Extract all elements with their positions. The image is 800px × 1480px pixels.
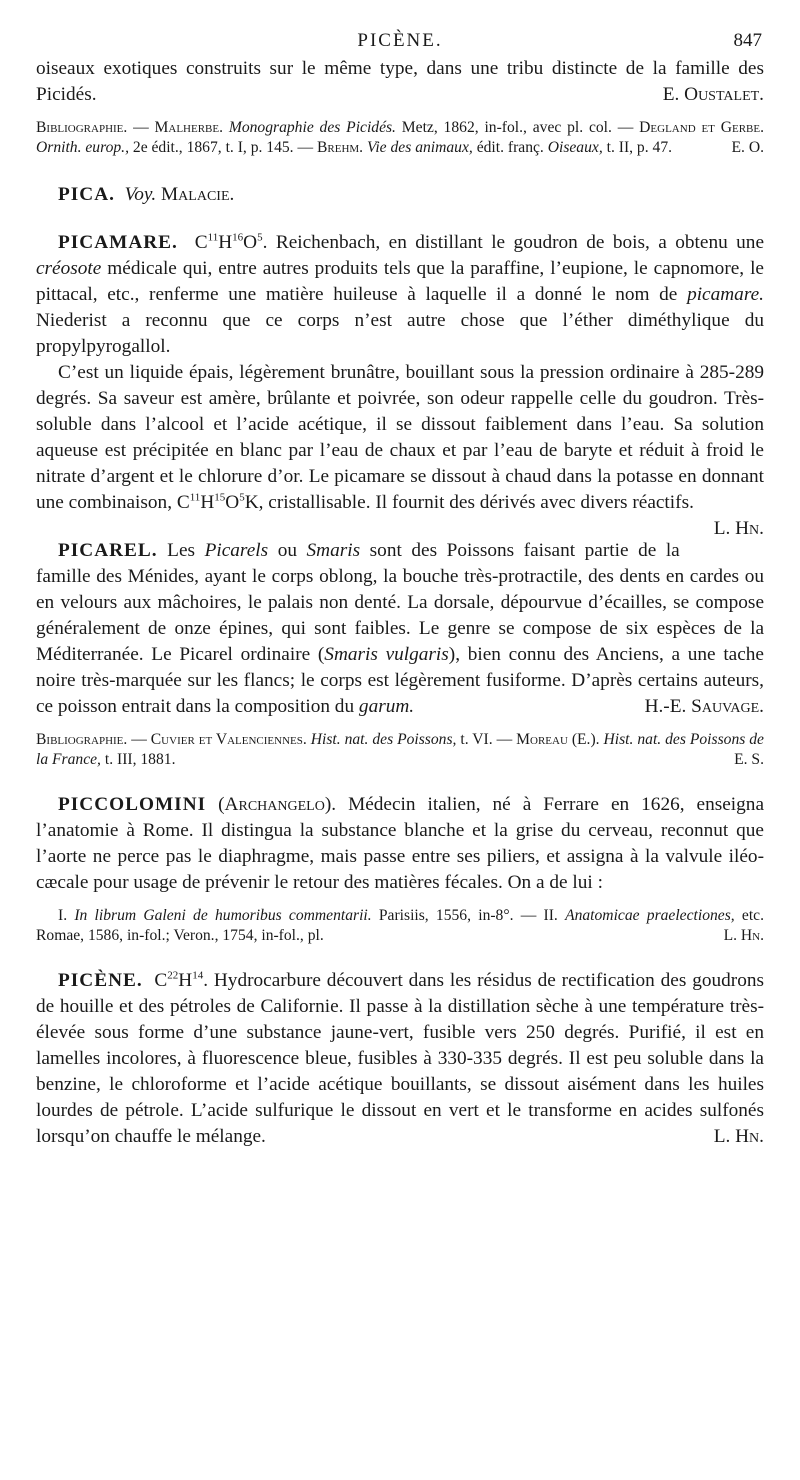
bib-title: Anatomicae praelectiones, [565,907,735,924]
bib-author: Bibliographie. — Malherbe. [36,119,224,136]
text: . Reichenbach, en distillant le goudron de bois, a obtenu une [262,232,765,253]
bib-ref: Metz, 1862, in-fol., avec pl. col. — [401,119,634,136]
formula-combination: $C^{11}H^{15}O^5K$ [176,491,259,513]
continued-text: oiseaux exotiques construits sur le même type, dans une tribu distincte de la famille des Picidés. [36,58,764,105]
entry-piccolomini [36,792,764,896]
bib-author: Moreau (E.). [516,731,600,748]
bibliography-picarel [36,730,764,770]
bib-ref: 2e édit., 1867, t. I, p. 145. — [132,139,314,156]
bib-ref: t. III, 1881. [104,751,176,768]
entry-picarel: PICAREL. Les Picarels ou Smaris sont des Poissons faisant partie de la famille des Ménides, ayant le corps oblong, la bouche très-protractile, des dents en cardes ou en velours aux mâchoires, le palais non denté. La dorsale, dépourvue d’écailles, se compose généralement de onze épines, qui sont faibles. Le genre se compose de six espèces de la Méditerranée. Le Picarel ordinaire (Smaris vulgaris), bien connu des Anciens, a une tache noire très-marquée sur les flancs; le corps est légèrement fusiforme. D’après certains auteurs, ce poisson entrait dans la composition du garum. H.-E. Sauvage. [36,538,764,720]
paragraph-picamare-properties [36,360,764,539]
bib-ref: Parisiis, 1556, in-8°. — II. [378,907,558,924]
text: . Hydrocarbure découvert dans les résidus de rectification des goudrons de houille et des pétroles de Californie. Il passe à la distillation sèche à une température très-élevée sous forme d’une substance jaune-vert, fusible vers 250 degrés. Purifié, il est en lamelles incolores, à fluorescence bleue, fusibles à 330-335 degrés. Il est peu soluble dans la benzine, le chloroforme et l’acide acétique bouillants, se dissout aisément dans les huiles lourdes de pétrole. L’acide sulfurique le dissout en vert et le transforme en acides sulfonés lorsqu’on chauffe le mélange. [36,970,764,1147]
signature-lhn-3: L. Hn. [713,1126,764,1147]
bibliography-picides [36,118,764,158]
bib-title: Vie des animaux, [366,139,473,156]
running-head [36,30,764,56]
formula-picamare: $C^{11}H^{16}O^5$ [194,231,263,253]
bib-author: Brehm. [316,139,364,156]
italic-term: Smaris vulgaris [324,644,449,665]
continued-paragraph [36,56,764,108]
headword-picarel: PICAREL. [58,540,158,561]
bibliography-piccolomini: I. In librum Galeni de humoribus commentarii. Parisiis, 1556, in-8°. — II. Anatomicae praelectiones, etc. Romae, 1586, in-fol.; Veron., 1754, in-fol., pl. L. Hn. [36,907,764,944]
bib-ref: édit. franç. [476,139,544,156]
text: Niederist a reconnu que ce corps n’est autre chose que l’éther diméthylique du propylpyrogallol. [36,310,764,357]
bib-title: Hist. nat. des Poissons de la France, [36,731,764,768]
formula-picene: $C^{22}H^{14}$ [154,969,204,991]
headword-picamare: PICAMARE. [58,232,178,253]
page-number: 847 [733,30,762,51]
signature-lhn: L. Hn. [713,518,764,539]
signature-lhn-2: L. Hn. [723,927,764,944]
italic-term: picamare. [687,284,764,305]
italic-term: garum. [358,696,415,717]
headword-pica: PICA. [58,184,115,205]
bib-title: Hist. nat. des Poissons, [310,731,457,748]
bib-title: Ornith. europ., [36,139,129,156]
text: Médecin italien, né à Ferrare en 1626, enseigna l’anatomie à Rome. Il distingua la substance blanche et la grise du cerveau, reconnut que l’aorte ne perce pas le diaphragme, mais passe entre ses piliers, et assigna à la valvule iléo-cæcale pour usage de prévenir le retour des matières fécales. On a de lui : [36,794,764,893]
voy-label: Voy. [124,184,157,205]
text: , cristallisable. Il fournit des dérivés avec divers réactifs. [258,492,694,513]
signature-oustalet: E. Oustalet. [662,84,764,105]
italic-term: créosote [36,258,102,279]
headword-picene: PICÈNE. [58,970,143,991]
signature-es: E. S. [734,751,764,768]
running-title: PICÈNE. [357,30,443,51]
bib-title: Monographie des Picidés. [228,119,396,136]
bib-author: Degland et Gerbe. [639,119,764,136]
bib-title: Oiseaux, [547,139,603,156]
text: C’est un liquide épais, légèrement brunâtre, bouillant sous la pression ordinaire à 285-289 degrés. Sa saveur est amère, brûlante et poivrée, son odeur rappelle celle du goudron. Très-soluble dans l’alcool et l’acide acétique, il se dissout faiblement dans l’eau. Sa solution aqueuse est précipitée en blanc par l’eau de chaux et par l’eau de baryte et réduit à froid le nitrate d’argent et le chlorure d’or. Le picamare se dissout à chaud dans la potasse en donnant une combinaison, [36,362,764,513]
signature-sauvage: H.-E. Sauvage. [644,696,764,717]
bib-ref: t. VI. — [460,731,513,748]
italic-term: Picarels [204,540,269,561]
bib-title: In librum Galeni de humoribus commentarii. [74,907,372,924]
entry-pica [36,182,764,208]
bib-ref: t. II, p. 47. [606,139,673,156]
person-name: (Archangelo). [218,794,337,815]
headword-piccolomini: PICCOLOMINI [58,794,207,815]
bib-ref: etc. Romae, 1586, in-fol.; Veron., 1754, in-fol., pl. [36,907,764,944]
bib-author: Bibliographie. — Cuvier et Valenciennes. [36,731,307,748]
cross-reference: Malacie. [161,184,235,205]
entry-picamare [36,230,764,360]
signature-eo: E. O. [731,139,764,156]
entry-picene [36,968,764,1150]
italic-term: Smaris [306,540,361,561]
text: médicale qui, entre autres produits tels que la paraffine, l’eupione, le capnomore, le pittacal, etc., renferme une matière huileuse à laquelle il a donné le nom de [36,258,764,305]
